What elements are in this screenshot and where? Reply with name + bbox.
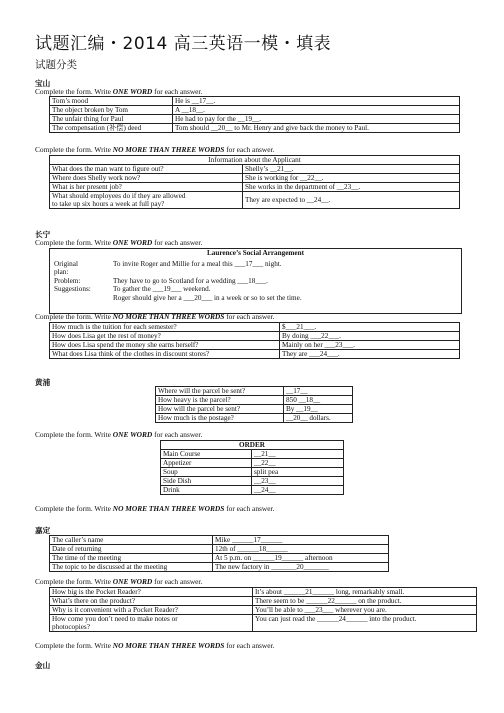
- table-row: [50, 192, 460, 209]
- table-cell: What’s there on the product?: [50, 597, 253, 606]
- table-cell: What should employees do if they are allowed to take up six hours a week at full pay?: [50, 192, 243, 209]
- table-row: [50, 97, 460, 106]
- table-row: [50, 332, 460, 341]
- table-cell: Tom’s mood: [50, 97, 173, 106]
- table-cell: __20__ dollars.: [284, 414, 353, 423]
- table-cell: How will the parcel be sent?: [156, 405, 284, 414]
- table-row: [50, 106, 460, 115]
- table-cell: __24__: [252, 486, 344, 495]
- table-cell: It’s about ______21______ long, remarkably small.: [253, 588, 477, 597]
- jiading-table-2: [49, 587, 477, 632]
- text-span: Complete the form. Write: [35, 430, 113, 439]
- table-cell: What is her present job?: [50, 183, 243, 192]
- table-row: [50, 124, 460, 133]
- text-span: Complete the form. Write: [35, 145, 113, 154]
- text-span: ONE WORD: [112, 238, 153, 247]
- text-span: Complete the form. Write: [35, 238, 113, 247]
- text-span: for each answer.: [224, 312, 275, 321]
- table-cell: __22__: [252, 459, 344, 468]
- text-span: Complete the form. Write: [35, 87, 113, 96]
- table-cell: Main Course: [161, 450, 252, 459]
- table-cell: How heavy is the parcel?: [156, 396, 284, 405]
- table-cell: __17__: [284, 387, 353, 396]
- table-cell: The caller’s name: [50, 536, 213, 545]
- text-span: NO MORE THAN THREE WORDS: [112, 641, 225, 650]
- table-cell: Information about the Applicant: [50, 156, 460, 165]
- box-row: [50, 294, 461, 303]
- text-span: Problem:: [54, 276, 81, 285]
- table-cell: They are ___24___.: [280, 350, 460, 359]
- box-row: [50, 277, 461, 286]
- instruction-huangpu-1: [35, 430, 202, 439]
- table-cell: At 5 p.m. on ______19______ afternoon: [213, 554, 389, 563]
- page-title: 试题汇编・2014 高三英语一模・填表: [35, 34, 332, 54]
- text-span: NO MORE THAN THREE WORDS: [112, 504, 225, 513]
- text-span: Complete the form. Write: [35, 577, 113, 586]
- table-cell: How come you don’t need to make notes or photocopies?: [50, 615, 253, 632]
- table-cell: $___21___.: [280, 323, 460, 332]
- text-span: Roger should give her a ___20___ in a week or so to set the time.: [113, 293, 302, 302]
- table-cell: Mike ______17______: [213, 536, 389, 545]
- text-span: ONE WORD: [112, 430, 153, 439]
- text-span: for each answer.: [152, 87, 203, 96]
- region-heading-changning: 长宁: [35, 230, 51, 239]
- text-span: To invite Roger and Millie for a meal this ___17___ night.: [113, 259, 282, 268]
- baoshan-table-1: [49, 96, 460, 133]
- text-span: for each answer.: [152, 430, 203, 439]
- table-row: [50, 606, 477, 615]
- text-span: Suggestions:: [54, 285, 91, 294]
- table-row: [50, 536, 389, 545]
- box-row: [50, 268, 461, 277]
- box-row: [50, 285, 461, 294]
- huangpu-table-1: [155, 386, 353, 423]
- table-row: [161, 459, 344, 468]
- text-span: NO MORE THAN THREE WORDS: [112, 312, 225, 321]
- table-row: [161, 477, 344, 486]
- table-cell: A __18__.: [173, 106, 460, 115]
- table-cell: ORDER: [161, 441, 344, 450]
- table-cell: What does the man want to figure out?: [50, 165, 243, 174]
- table-row: [156, 396, 353, 405]
- table-cell: 850 __18__: [284, 396, 353, 405]
- table-cell: By doing ___22___.: [280, 332, 460, 341]
- table-row: [156, 414, 353, 423]
- page-subtitle: 试题分类: [35, 59, 77, 71]
- table-cell: Drink: [161, 486, 252, 495]
- table-cell: Tom should __20__ to Mr. Henry and give back the money to Paul.: [173, 124, 460, 133]
- table-cell: The unfair thing for Paul: [50, 115, 173, 124]
- table-cell: Date of returning: [50, 545, 213, 554]
- text-span: Complete the form. Write: [35, 312, 113, 321]
- baoshan-table-2: [49, 155, 460, 209]
- text-span: NO MORE THAN THREE WORDS: [112, 145, 225, 154]
- text-span: To gather the ___19___ weekend.: [113, 285, 211, 294]
- text-span: Complete the form. Write: [35, 504, 113, 513]
- table-row: [161, 486, 344, 495]
- table-row: [161, 468, 344, 477]
- table-cell: How much is the tuition for each semester?: [50, 323, 280, 332]
- table-cell: The object broken by Tom: [50, 106, 173, 115]
- table-cell: Why is it convenient with a Pocket Reader?: [50, 606, 253, 615]
- text-span: for each answer.: [152, 238, 203, 247]
- table-cell: How does Lisa get the rest of money?: [50, 332, 280, 341]
- jiading-table-1: [49, 535, 389, 572]
- table-row: [50, 341, 460, 350]
- text-span: Complete the form. Write: [35, 641, 113, 650]
- table-cell: split pea: [252, 468, 344, 477]
- table-row: [50, 545, 389, 554]
- table-cell: The new factory in _______20_______: [213, 563, 389, 572]
- table-row: [50, 597, 477, 606]
- table-cell: You’ll be able to ___23___ wherever you are.: [253, 606, 477, 615]
- table-row: [50, 350, 460, 359]
- box-title: Laurence’s Social Arrangement: [206, 249, 305, 257]
- table-cell: He is __17__.: [173, 97, 460, 106]
- table-cell: 12th of ______18______: [213, 545, 389, 554]
- table-row: [50, 183, 460, 192]
- table-cell: The time of the meeting: [50, 554, 213, 563]
- table-cell: __21__: [252, 450, 344, 459]
- text-span: for each answer.: [224, 504, 275, 513]
- table-row: [50, 174, 460, 183]
- table-cell: Where does Shelly work now?: [50, 174, 243, 183]
- region-heading-jiading: 嘉定: [35, 526, 51, 535]
- table-cell: You can just read the ______24______ into the product.: [253, 615, 477, 632]
- changning-table-2: [49, 322, 460, 359]
- table-cell: How big is the Pocket Reader?: [50, 588, 253, 597]
- table-cell: __23__: [252, 477, 344, 486]
- table-cell: Side Dish: [161, 477, 252, 486]
- table-cell: There seem to be ______22______ on the product.: [253, 597, 477, 606]
- table-cell: How much is the postage?: [156, 414, 284, 423]
- text-span: for each answer.: [224, 145, 275, 154]
- instruction-jiading-2: [35, 641, 274, 650]
- text-span: They have to go to Scotland for a wedding ___18___.: [113, 276, 268, 285]
- table-cell: Mainly on her ___23___.: [280, 341, 460, 350]
- table-row: [156, 405, 353, 414]
- table-cell: Shelly’s __21__.: [243, 165, 460, 174]
- text-span: Original: [54, 259, 78, 268]
- huangpu-order-table: [160, 440, 344, 495]
- table-cell: The compensation (补偿) deed: [50, 124, 173, 133]
- table-row: [50, 115, 460, 124]
- table-row: [156, 387, 353, 396]
- text-span: ONE WORD: [112, 87, 153, 96]
- table-cell: What does Lisa think of the clothes in discount stores?: [50, 350, 280, 359]
- table-cell: By __19__: [284, 405, 353, 414]
- table-cell: They are expected to __24__.: [243, 192, 460, 209]
- region-heading-jinshan: 金山: [35, 661, 51, 670]
- table-header-row: [50, 156, 460, 165]
- instruction-baoshan-1: [35, 87, 202, 96]
- instruction-jiading-1: [35, 577, 202, 586]
- table-cell: She works in the department of __23__.: [243, 183, 460, 192]
- table-cell: He had to pay for the __19__.: [173, 115, 460, 124]
- instruction-changning-2: [35, 312, 274, 321]
- table-cell: Appetizer: [161, 459, 252, 468]
- instruction-changning-1: [35, 238, 202, 247]
- text-span: for each answer.: [224, 641, 275, 650]
- table-row: [50, 563, 389, 572]
- text-span: for each answer.: [152, 577, 203, 586]
- changning-arrangement-box: [49, 248, 462, 314]
- text-span: plan:: [54, 268, 69, 277]
- table-row: [50, 323, 460, 332]
- table-header-row: [161, 441, 344, 450]
- region-heading-baoshan: 宝山: [35, 79, 51, 88]
- table-row: [50, 165, 460, 174]
- box-row: [50, 260, 461, 269]
- table-cell: Where will the parcel be sent?: [156, 387, 284, 396]
- table-row: [50, 554, 389, 563]
- table-cell: The topic to be discussed at the meeting: [50, 563, 213, 572]
- table-row: [161, 450, 344, 459]
- table-cell: She is working for __22__.: [243, 174, 460, 183]
- region-heading-huangpu: 黄浦: [35, 378, 51, 387]
- table-cell: How does Lisa spend the money she earns herself?: [50, 341, 280, 350]
- table-cell: Soup: [161, 468, 252, 477]
- table-row: [50, 615, 477, 632]
- instruction-baoshan-2: [35, 145, 274, 154]
- instruction-huangpu-2: [35, 504, 274, 513]
- text-span: ONE WORD: [112, 577, 153, 586]
- table-row: [50, 588, 477, 597]
